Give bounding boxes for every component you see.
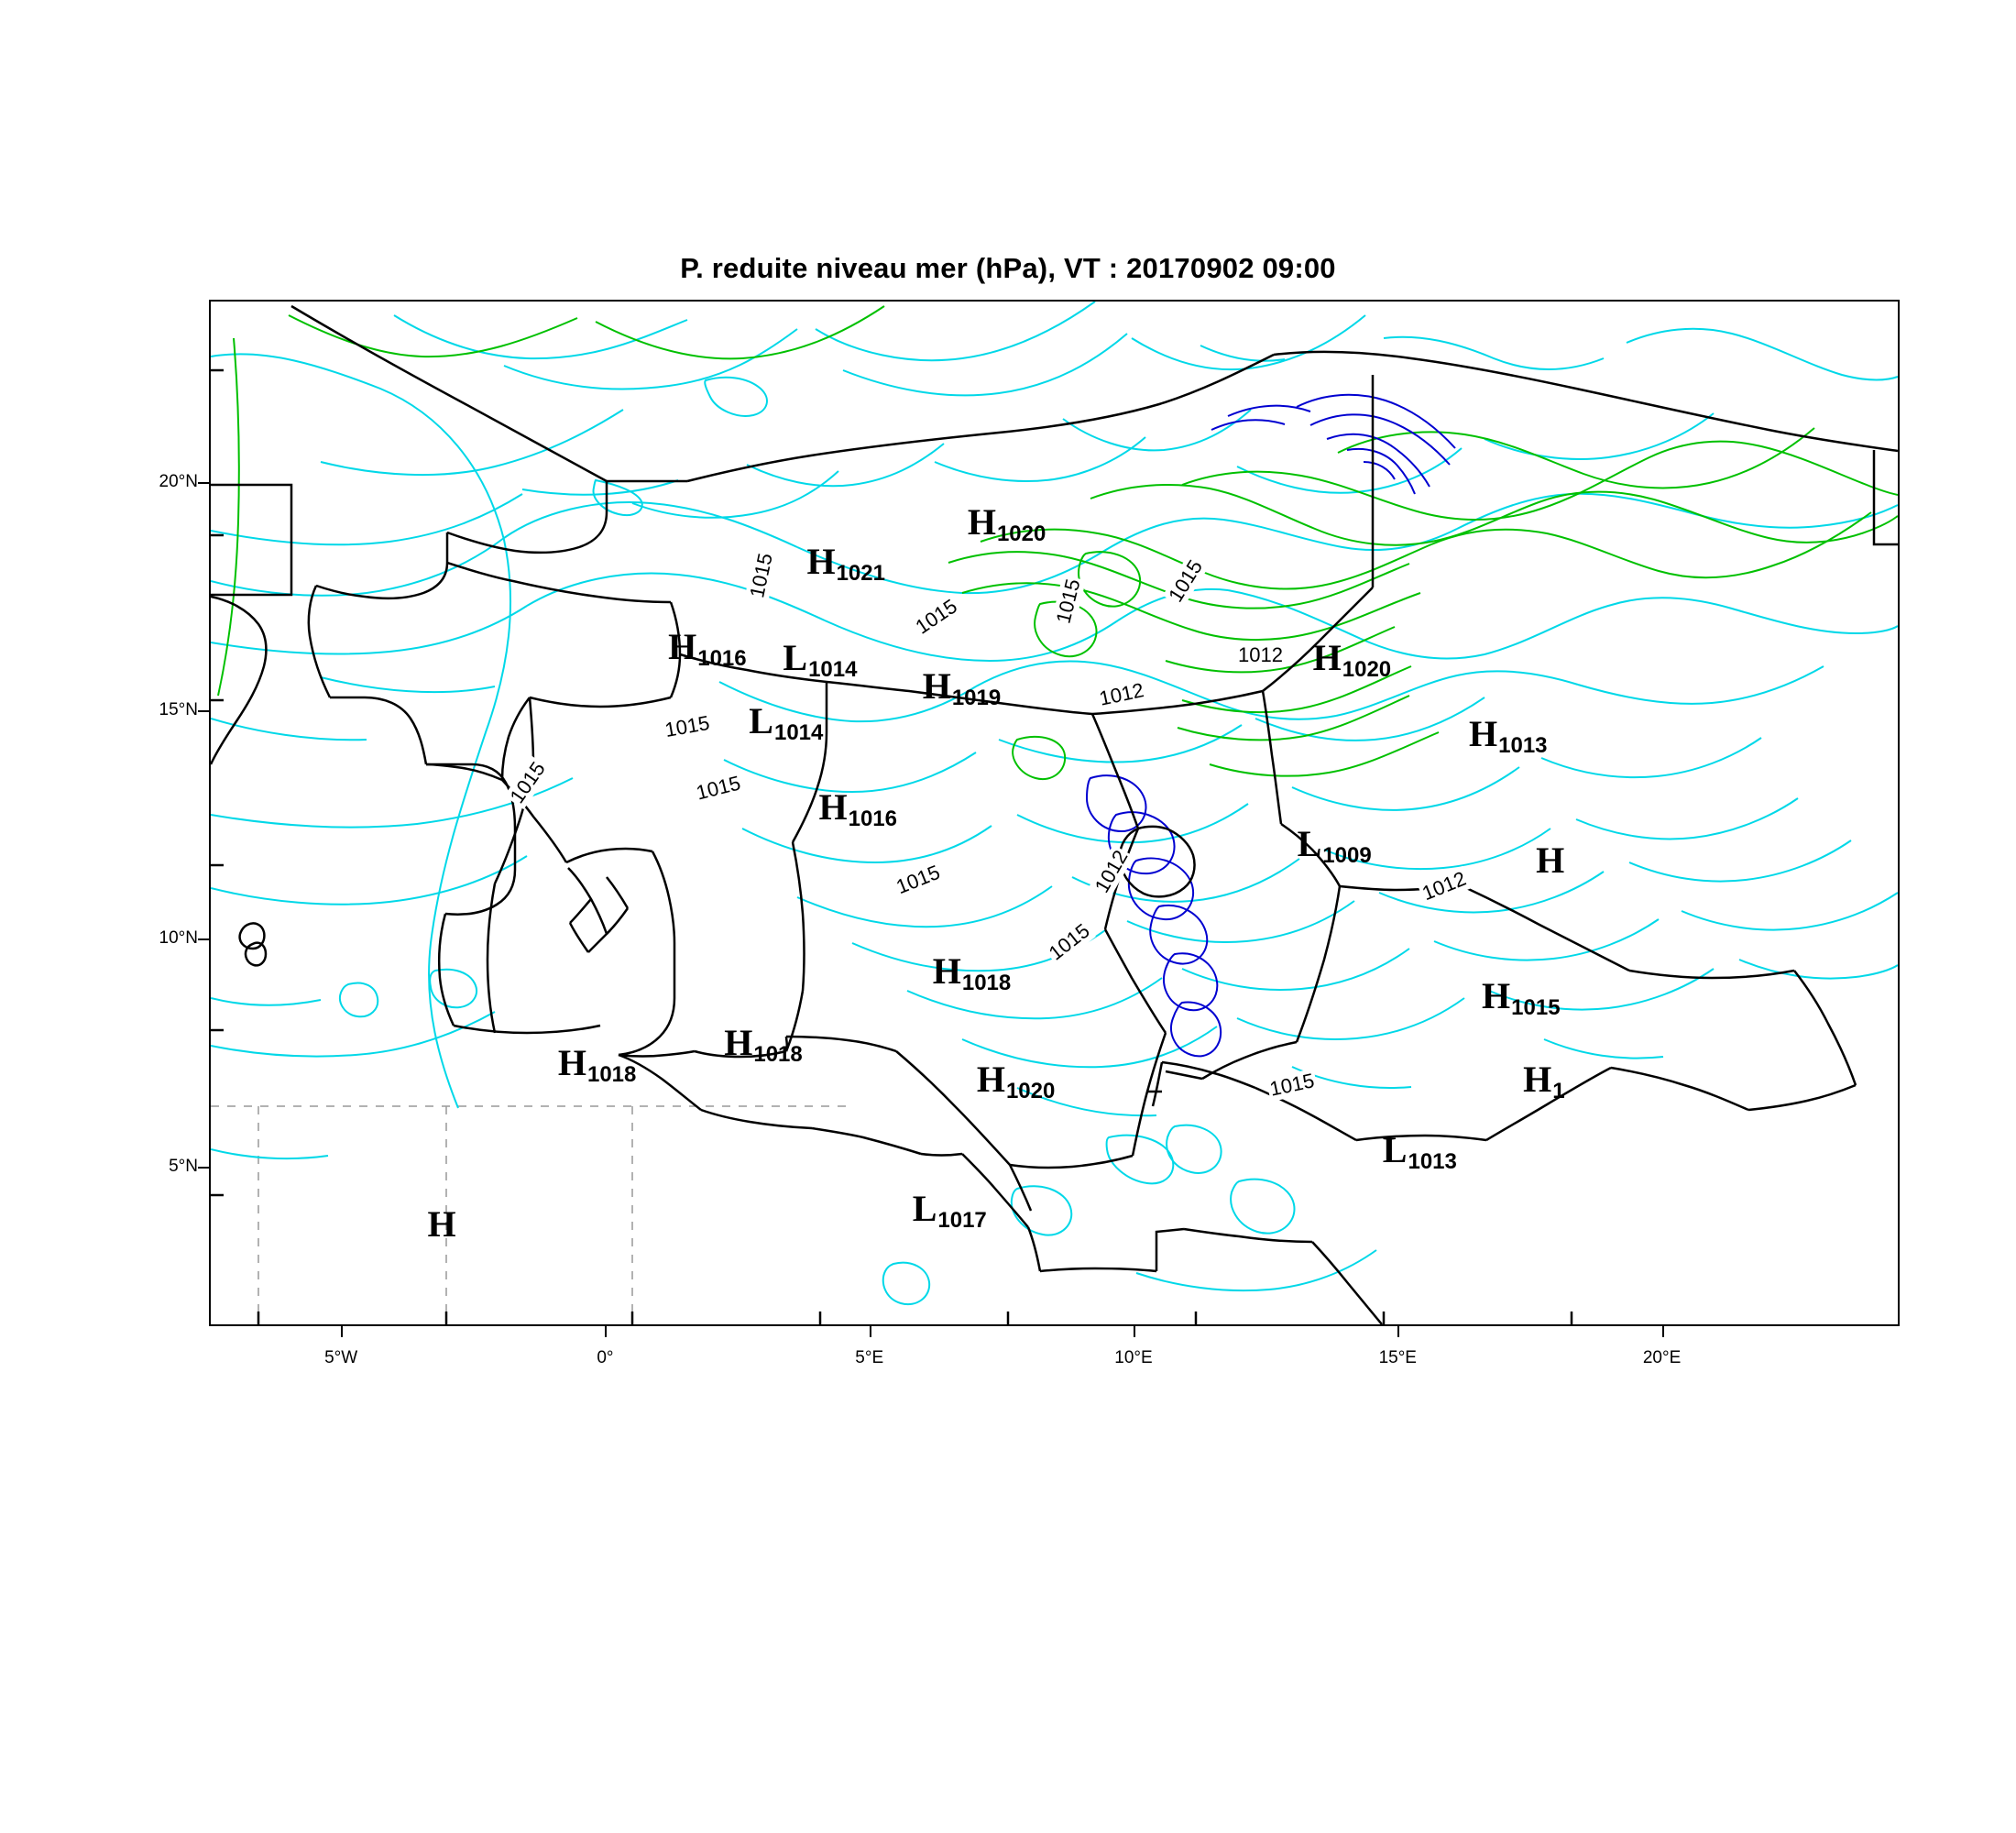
x-tick-label: 20°E xyxy=(1642,1348,1682,1367)
high-pressure-centre xyxy=(932,949,1012,995)
pressure-centre-symbol: H xyxy=(557,1041,586,1083)
contour-label: 1015 xyxy=(909,594,962,641)
chart-title: P. reduite niveau mer (hPa), VT : 20170902 09:00 xyxy=(680,252,1336,284)
pressure-centre-symbol: L xyxy=(1382,1129,1408,1171)
high-pressure-centre xyxy=(976,1059,1056,1104)
pressure-centre-value: 1013 xyxy=(1498,732,1548,758)
high-pressure-centre xyxy=(724,1021,803,1067)
contour-label: 1015 xyxy=(504,756,552,809)
x-tick-label: 10°E xyxy=(1114,1348,1153,1367)
y-tick-mark xyxy=(198,1167,209,1169)
pressure-centre-value: 1015 xyxy=(1511,994,1561,1020)
contour-cyan xyxy=(211,302,1898,1304)
x-tick-mark xyxy=(1397,1326,1399,1337)
y-tick-label: 20°N xyxy=(159,472,198,492)
pressure-centre-value: 1019 xyxy=(951,685,1002,710)
pressure-centre-symbol: L xyxy=(749,699,773,741)
pressure-centre-symbol: H xyxy=(1523,1059,1552,1101)
contour-label: 1012 xyxy=(1417,866,1471,906)
pressure-centre-value: 1018 xyxy=(961,970,1012,995)
pressure-centre-symbol: H xyxy=(1312,637,1342,679)
x-tick-label: 5°W xyxy=(324,1348,358,1367)
contour-label: 1015 xyxy=(1265,1069,1318,1102)
contour-label: 1012 xyxy=(1096,677,1148,710)
x-tick-mark xyxy=(870,1326,871,1337)
pressure-centre-symbol: H xyxy=(806,541,836,583)
contour-label: 1012 xyxy=(1090,845,1134,899)
contour-label: 1015 xyxy=(692,771,745,806)
x-tick-mark xyxy=(341,1326,343,1337)
pressure-centre-symbol: H xyxy=(1482,974,1511,1016)
high-pressure-centre xyxy=(668,626,747,672)
pressure-centre-symbol: H xyxy=(818,785,848,828)
y-tick-mark xyxy=(198,710,209,712)
x-tick-label: 15°E xyxy=(1378,1348,1417,1367)
low-pressure-centre xyxy=(1382,1129,1457,1175)
high-pressure-centre xyxy=(1469,712,1548,758)
low-pressure-centre xyxy=(1297,823,1372,869)
contour-label: 1015 xyxy=(662,710,714,742)
contour-label: 1015 xyxy=(891,860,945,900)
contour-label: 1015 xyxy=(1051,575,1086,628)
pressure-centre-value: 1 xyxy=(1552,1079,1565,1104)
high-pressure-centre xyxy=(922,664,1002,710)
pressure-centre-value: 1014 xyxy=(773,719,824,745)
pressure-centre-value: 1020 xyxy=(1005,1079,1056,1104)
high-pressure-centre xyxy=(1536,840,1565,882)
high-pressure-centre xyxy=(1482,974,1561,1020)
pressure-centre-value: 1018 xyxy=(586,1061,637,1087)
pressure-centre-value: 1009 xyxy=(1322,843,1372,869)
pressure-centre-symbol: H xyxy=(1469,712,1498,754)
pressure-centre-value: 1016 xyxy=(697,646,747,672)
pressure-centre-value: 1020 xyxy=(996,521,1046,546)
high-pressure-centre xyxy=(557,1041,637,1087)
pressure-centre-value: 1013 xyxy=(1408,1149,1457,1175)
pressure-centre-symbol: H xyxy=(932,949,961,992)
pressure-centre-symbol: L xyxy=(1297,823,1322,865)
pressure-centre-symbol: H xyxy=(668,626,697,668)
pressure-centre-value: 1020 xyxy=(1342,657,1392,683)
low-pressure-centre xyxy=(783,637,858,683)
low-pressure-centre xyxy=(912,1187,987,1233)
y-tick-label: 15°N xyxy=(159,700,198,719)
contour-label: 1015 xyxy=(1043,918,1096,967)
pressure-centre-value: 1014 xyxy=(808,657,858,683)
pressure-centre-symbol: L xyxy=(912,1187,937,1229)
high-pressure-centre xyxy=(967,500,1046,546)
low-pressure-centre xyxy=(749,699,824,745)
map-contours-and-borders xyxy=(211,302,1898,1324)
y-tick-label: 10°N xyxy=(159,927,198,948)
pressure-centre-value: 1017 xyxy=(937,1207,987,1233)
high-pressure-centre xyxy=(806,541,885,587)
y-tick-mark xyxy=(198,482,209,484)
pressure-centre-symbol: L xyxy=(783,637,808,679)
y-tick-label: 5°N xyxy=(169,1156,198,1176)
high-pressure-centre xyxy=(1312,637,1392,683)
pressure-centre-symbol: H xyxy=(724,1021,753,1063)
x-tick-mark xyxy=(1134,1326,1135,1337)
y-tick-mark xyxy=(198,938,209,940)
x-tick-mark xyxy=(1662,1326,1664,1337)
high-pressure-centre xyxy=(818,785,897,831)
x-tick-label: 5°E xyxy=(855,1348,884,1367)
high-pressure-centre xyxy=(1523,1059,1565,1104)
pressure-centre-value: 1016 xyxy=(848,806,897,831)
x-tick-label: 0° xyxy=(597,1348,614,1367)
pressure-centre-value: 1018 xyxy=(753,1041,803,1067)
contour-label: 1015 xyxy=(745,549,778,601)
pressure-centre-symbol: H xyxy=(976,1059,1005,1101)
pressure-centre-symbol: H xyxy=(922,664,951,707)
pressure-centre-symbol: H xyxy=(967,500,996,543)
contour-label: 1012 xyxy=(1237,643,1283,667)
contour-label: 1015 xyxy=(1163,554,1209,609)
map-plot-area xyxy=(209,300,1900,1326)
x-tick-mark xyxy=(605,1326,607,1337)
pressure-centre-value: 1021 xyxy=(836,561,885,587)
high-pressure-centre xyxy=(427,1202,456,1245)
pressure-centre-symbol: H xyxy=(427,1202,456,1245)
pressure-centre-symbol: H xyxy=(1536,840,1565,882)
